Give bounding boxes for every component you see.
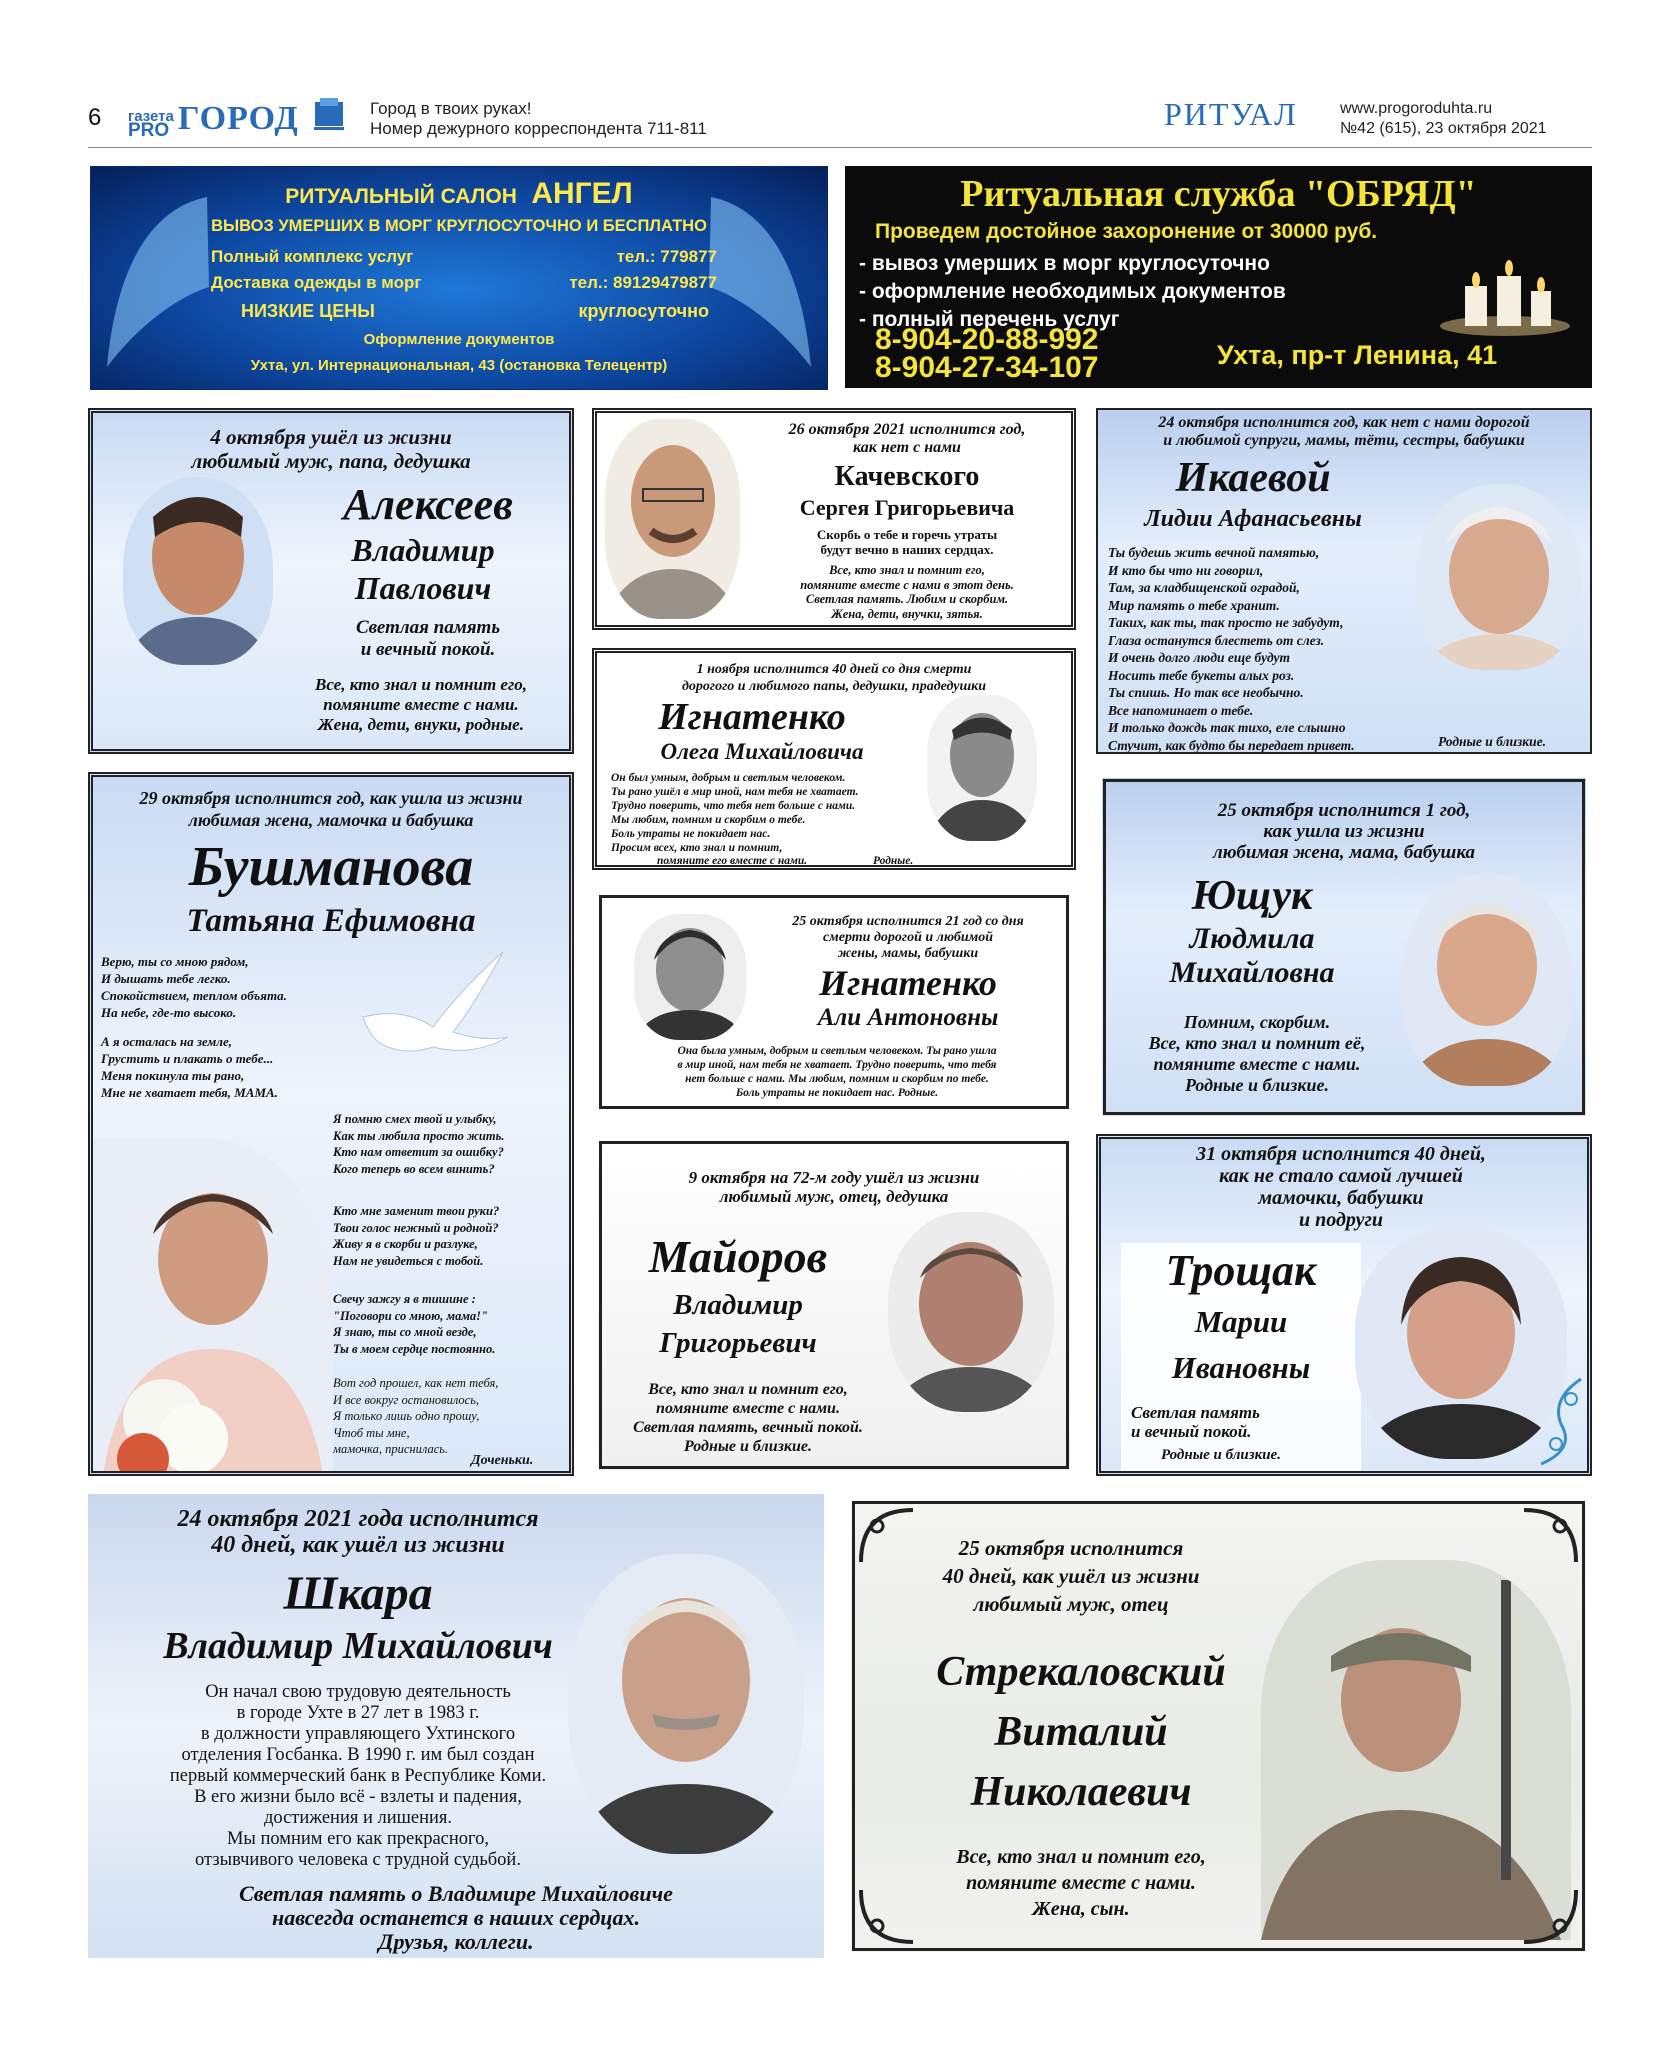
poem: Он был умным, добрым и светлым человеком. Ты рано ушёл в мир иной, нам тебя не хватает. Трудно поверить, что тебя нет больше с нами. Мы любим, помним и скорбим о тебе. Боль утраты не покидает нас. Просим всех, кто знал и помнит,: [611, 772, 859, 854]
ad-obryad[interactable]: Ритуальная служба "ОБРЯД" Проведем достойное захоронение от 30000 руб. - вывоз умерших в морг круглосуточно - оформление необходимых документов - полный перечень услуг 8-904-20-88-992 8-904-27-34-107 Ухта, пр-т Ленина, 41: [845, 166, 1592, 388]
deceased-surname: Шкара: [283, 1567, 433, 1620]
corner-ornament-icon: [857, 1506, 917, 1566]
deceased-name: Олега Михайловича: [660, 739, 864, 764]
deceased-surname: Качевского: [834, 461, 980, 492]
obituary-alekseev: 4 октября ушёл из жизни любимый муж, папа, дедушка Алексеев Владимир Павлович Светлая память и вечный покой. Все, кто знал и помнит его, помяните вместе с нами. Жена, дети, внуки, родные.: [88, 408, 574, 754]
portrait-photo: [888, 1212, 1054, 1412]
logo-title: ГОРОД: [177, 100, 299, 137]
logo-small-text: газета PRO: [128, 108, 174, 141]
obituary-mayorov: 9 октября на 72-м году ушёл из жизни любимый муж, отец, дедушка Майоров Владимир Григорьевич Все, кто знал и помнит его, помяните вместе с нами. Светлая память, вечный покой. Родные и близкие.: [592, 1134, 1076, 1476]
obituary-ikaeva: 24 октября исполнится год, как нет с нами дорогой и любимой супруги, мамы, тёти, сестры, бабушки Икаевой Лидии Афанасьевны Ты будешь жить вечной памятью, И кто бы что ни говорил, Там, за кладбищенской оградой, Мир память о тебе хранит. Таких, как ты, так просто не забудут, Глаза останутся блестеть от слез. И очень долго люди еще будут Носить тебе букеты алых роз. Ты спишь. Но так все необычно. Все напоминает о тебе. И только дождь так тихо, еле слышно Стучит, как будто бы передает привет. Родные и близкие.: [1096, 408, 1592, 754]
obituary-strekalovsky: 25 октября исполнится 40 дней, как ушёл из жизни любимый муж, отец Стрекаловский Виталий Николаевич Все, кто знал и помнит его, помяните вместе с нами. Жена, сын.: [845, 1494, 1592, 1958]
portrait-photo: [123, 477, 273, 665]
page-number: 6: [88, 104, 102, 131]
deceased-surname: Игнатенко: [819, 963, 997, 1003]
deceased-surname: Майоров: [648, 1231, 828, 1282]
deceased-surname: Стрекаловский: [936, 1649, 1226, 1695]
header-tagline: Город в твоих руках! Номер дежурного корреспондента 711-811: [370, 99, 707, 138]
deceased-name: Сергея Григорьевича: [799, 495, 1015, 520]
deceased-surname: Игнатенко: [658, 696, 846, 738]
site-link[interactable]: www.progoroduhta.ru: [1340, 100, 1493, 117]
header-divider: [88, 147, 1592, 148]
obituary-yuschuk: 25 октября исполнится 1 год, как ушла из жизни любимая жена, мама, бабушка Ющук Людмила Михайловна Помним, скорбим. Все, кто знал и помнит её, помяните вместе с нами. Родные и близкие.: [1096, 772, 1592, 1122]
deceased-surname: Ющук: [1191, 873, 1313, 919]
obituary-ignatenko-oleg: 1 ноября исполнится 40 дней со дня смерти дорогого и любимого папы, дедушки, прадедушки Игнатенко Олега Михайловича Он был умным, добрым и светлым человеком. Ты рано ушёл в мир иной, нам тебя не хватает. Трудно поверить, что тебя нет больше с нами. Мы любим, помним и скорбим о тебе. Боль утраты не покидает нас. Просим всех, кто знал и помнит, помяните его вместе с нами. Родные.: [592, 648, 1076, 870]
portrait-photo: [634, 914, 746, 1040]
obryad-address: Ухта, пр-т Ленина, 41: [1217, 340, 1498, 370]
section-title: РИТУАЛ: [1164, 96, 1298, 132]
deceased-name: Людмила Михайловна: [1169, 922, 1335, 989]
obryad-title: Ритуальная служба "ОБРЯД": [960, 173, 1477, 215]
deceased-surname: Трощак: [1165, 1246, 1317, 1295]
deceased-surname: Алексеев: [343, 480, 513, 529]
portrait-photo: [1261, 1560, 1571, 1940]
dove-icon: [343, 947, 513, 1067]
deceased-surname: Бушманова: [188, 836, 474, 898]
corner-ornament-icon: [857, 1886, 917, 1946]
deceased-surname: Икаевой: [1175, 455, 1331, 501]
portrait-photo: [93, 1139, 333, 1475]
ad-angel[interactable]: РИТУАЛЬНЫЙ САЛОН АНГЕЛ ВЫВОЗ УМЕРШИХ В МОРГ КРУГЛОСУТОЧНО И БЕСПЛАТНО Полный комплекс услуг тел.: 779877 Доставка одежды в морг тел.: 89129479877 НИЗКИЕ ЦЕНЫ круглосуточно Оформление документов Ухта, ул. Интернациональная, 43 (остановка Телецентр): [90, 166, 828, 390]
signature: Родные.: [873, 855, 914, 867]
signature: Родные и близкие.: [1161, 1447, 1281, 1463]
deceased-name: Лидии Афанасьевны: [1144, 506, 1362, 532]
portrait-photo: [1402, 874, 1572, 1086]
poem: Она была умным, добрым и светлым человеком. Ты рано ушла в мир иной, нам тебя не хватает. Трудно поверить, что тебя нет больше с нами. Мы любим, помним и скорбим по тебе. Боль утраты не покидает нас. Родные.: [677, 1045, 997, 1099]
deceased-name: Стрекаловский Виталий Николаевич: [871, 1642, 1291, 1822]
obituary-shkara: 24 октября 2021 года исполнится 40 дней, как ушёл из жизни Шкара Владимир Михайлович Он начал свою трудовую деятельность в городе Ухте в 27 лет в 1983 г. в должности управляющего Ухтинского отделения Госбанка. В 1990 г. им был создан первый коммерческий банк в Республике Коми. В его жизни было всё - взлеты и падения, достижения и лишения. Мы помним его как прекрасного, отзывчивого человека с трудной судьбой. Светлая память о Владимире Михайловиче навсегда останется в наших сердцах. Друзья, коллеги.: [88, 1494, 824, 1958]
candles-icon: [1435, 246, 1575, 336]
obituary-troschak: 31 октября исполнится 40 дней, как не стало самой лучшей мамочки, бабушки и подруги Трощак Марии Ивановны Светлая память и вечный покой. Родные и близкие.: [1096, 1134, 1592, 1476]
poem: Ты будешь жить вечной памятью, И кто бы что ни говорил, Там, за кладбищенской оградой, Мир память о тебе хранит. Таких, как ты, так просто не забудут, Глаза останутся блестеть от слез. И очень долго люди еще будут Носить тебе букеты алых роз. Ты спишь. Но так все необычно. Все напоминает о тебе. И только дождь так тихо, еле слышно Стучит, как будто бы передает привет.: [1108, 545, 1355, 753]
issue-info: www.progoroduhta.ru №42 (615), 23 октября 2021: [1340, 100, 1547, 137]
city-emblem-icon: [312, 96, 346, 134]
deceased-name: Владимир Павлович: [351, 532, 495, 606]
obryad-phones[interactable]: 8-904-20-88-992 8-904-27-34-107: [875, 323, 1099, 384]
portrait-photo: [605, 419, 740, 619]
obryad-services: - вывоз умерших в морг круглосуточно - оформление необходимых документов - полный перечень услуг: [859, 252, 1286, 331]
portrait-photo: [1416, 484, 1582, 670]
deceased-name: Али Антоновны: [817, 1004, 999, 1031]
deceased-name: Владимир Григорьевич: [659, 1289, 817, 1359]
obituary-ignatenko-alya: 25 октября исполнится 21 год со дня смерти дорогой и любимой жены, мамы, бабушки Игнатенко Али Антоновны Она была умным, добрым и светлым человеком. Ты рано ушла в мир иной, нам тебя не хватает. Трудно поверить, что тебя нет больше с нами. Мы любим, помним и скорбим по тебе. Боль утраты не покидает нас. Родные.: [592, 888, 1076, 1116]
portrait-photo: [927, 695, 1037, 841]
deceased-name: Владимир Михайлович: [163, 1625, 553, 1667]
deceased-name: Татьяна Ефимовна: [186, 903, 476, 939]
biography: Он начал свою трудовую деятельность в городе Ухте в 27 лет в 1983 г. в должности управляющего Ухтинского отделения Госбанка. В 1990 г. им был создан первый коммерческий банк в Республике Коми. В его жизни было всё - взлеты и падения, достижения и лишения. Мы помним его как прекрасного, отзывчивого человека с трудной судьбой.: [169, 1682, 547, 1870]
newspaper-logo[interactable]: [128, 100, 299, 141]
deceased-name: Марии Ивановны: [1171, 1304, 1311, 1385]
signature: Родные и близкие.: [1438, 734, 1546, 749]
signature: Доченьки.: [471, 1453, 534, 1468]
corner-ornament-icon: [1520, 1886, 1580, 1946]
corner-ornament-icon: [1520, 1506, 1580, 1566]
obituary-bushmanova: 29 октября исполнится год, как ушла из жизни любимая жена, мамочка и бабушка Бушманова Татьяна Ефимовна Верю, ты со мною рядом, И дышать тебе легко. Спокойствием, теплом объята. На небе, где-то высоко. А я осталась на земле, Грустить и плакать о тебе... Меня покинула ты рано, Мне не хватает тебя, МАМА. Я помню смех твой и улыбку, Как ты любила просто жить. Кто нам ответит за ошибку? Кого теперь во всем винить? Кто мне заменит твои руки? Твои голос нежный и родной? Живу я в скорби и разлуке, Нам не увидеться с тобой. Свечу зажгу я в тишине : "Поговори со мною, мама!" Я знаю, ты со мной везде, Ты в моем сердце постоянно. Вот год прошел, как нет тебя, И все вокруг остановилось, Я только лишь одно прошу, Чтоб ты мне, мамочка, приснилась. Доченьки.: [88, 772, 574, 1476]
obituary-kachevsky: 26 октября 2021 исполнится год, как нет с нами Качевского Сергея Григорьевича Скорбь о тебе и горечь утраты будут вечно в наших сердцах. Все, кто знал и помнит его, помяните вместе с нами в этот день. Светлая память. Любим и скорбим. Жена, дети, внучки, зятья.: [592, 408, 1076, 630]
portrait-photo: [568, 1554, 804, 1854]
ornament-icon: [1521, 1369, 1591, 1469]
